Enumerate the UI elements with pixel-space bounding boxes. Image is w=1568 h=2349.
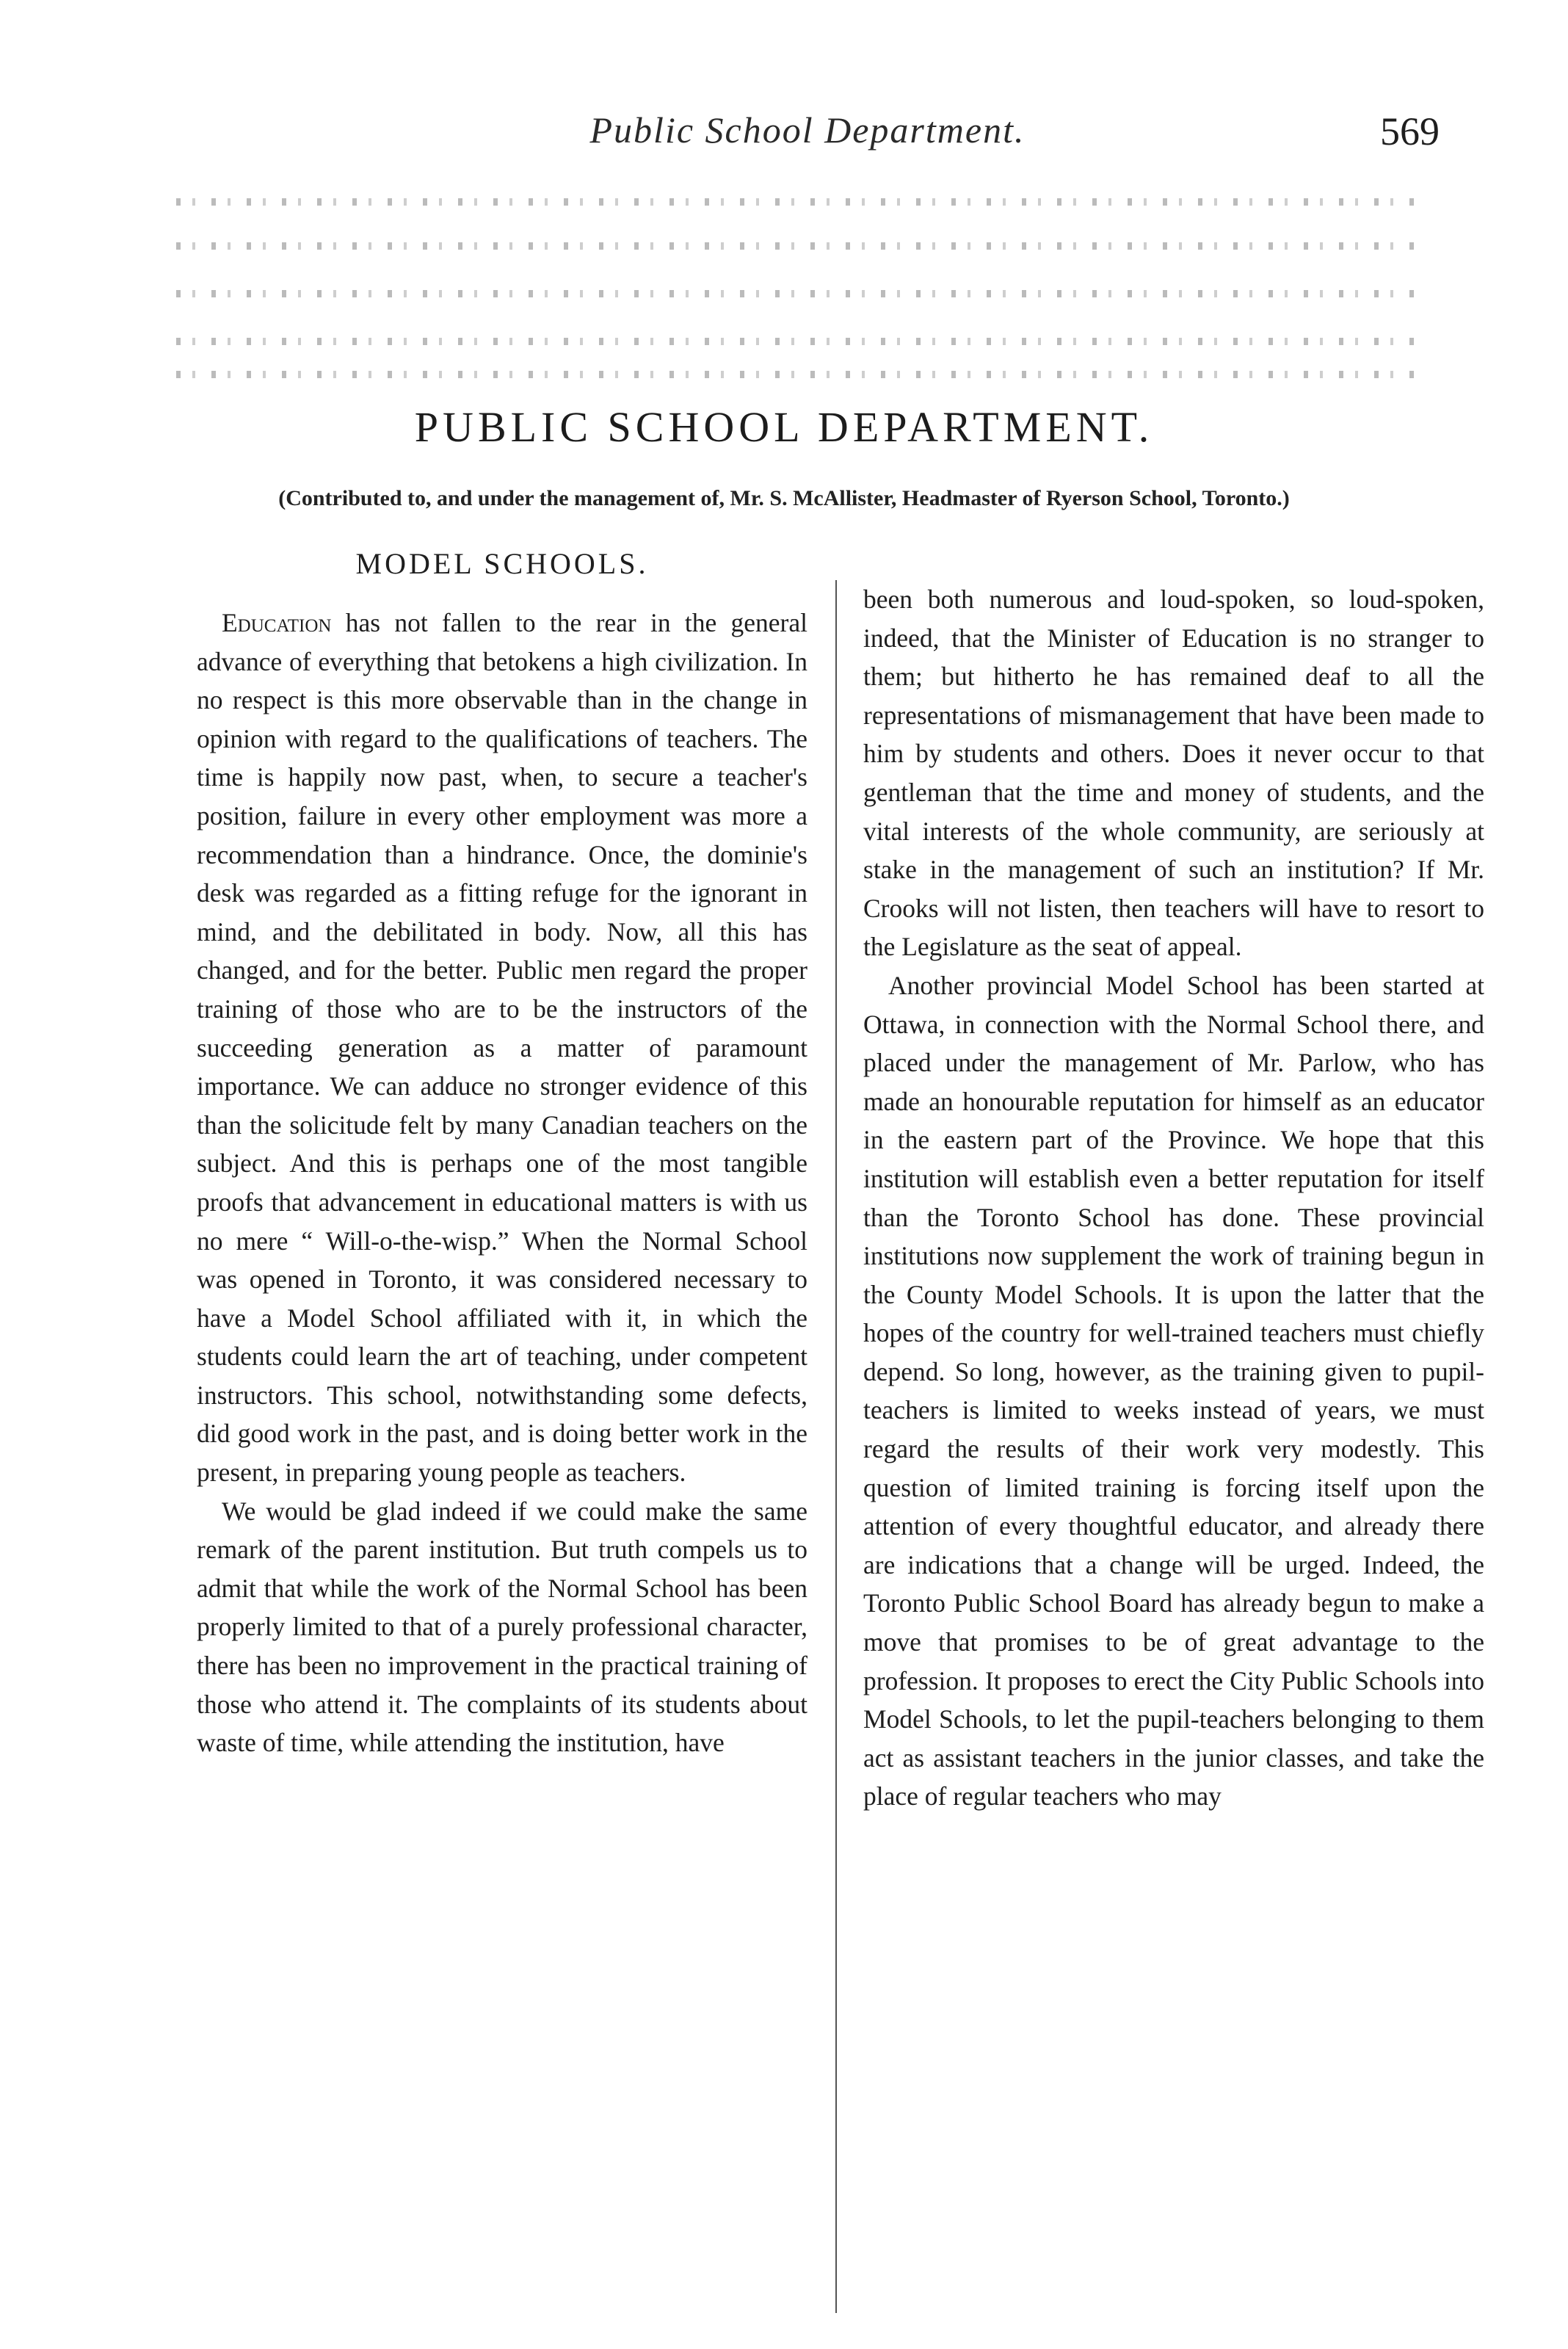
department-title: PUBLIC SCHOOL DEPARTMENT. xyxy=(414,403,1154,451)
left-column xyxy=(197,543,807,1762)
paragraph: We would be glad indeed if we could make the same remark of the parent institution. But truth compels us to admit that while the work of the Normal School has been properly limited to that of a purely professional character, there has been no improvement in the practical training of those who attend it. The complaints of its students about waste of time, while attending the institution, have xyxy=(197,1496,807,1758)
bleed-through-noise xyxy=(176,290,1424,297)
running-head: Public School Department. xyxy=(589,109,1026,151)
article-heading: MODEL SCHOOLS. xyxy=(355,547,649,580)
paragraph: Another provincial Model School has been started at Ottawa, in connection with the Normal School there, and placed under the management of Mr. Parlow, who has made an honourable reputation for himself as an educator in the eastern part of the Province. We hope that this institution will establish even a better reputation for itself than the Toronto School has done. These provincial institutions now supplement the work of training begun in the County Model Schools. It is upon the latter that the hopes of the country for well-trained teachers must chiefly depend. So long, however, as the training given to pupil-teachers is limited to weeks instead of years, we must regard the results of their work very modestly. This question of limited training is forcing itself upon the attention of every thoughtful educator, and already there are indications that a change will be urged. Indeed, the Toronto Public School Board has already begun to make a move that promises to be of great advantage to the profession. It proposes to erect the City Public Schools into Model Schools, to let the pupil-teachers belonging to them act as assistant teachers in the junior classes, and take the place of regular teachers who may xyxy=(863,970,1484,1811)
paragraph xyxy=(197,604,807,1492)
bleed-through-noise xyxy=(176,371,1424,378)
column-divider xyxy=(835,580,837,2313)
paragraph-text: has not fallen to the rear in the general advance of everything that betokens a high civilization. In no respect is this more observable than in the change in opinion with regard to the qualifications of teachers. The time is happily now past, when, to secure a teacher's position, failure in every other employment was more a recommendation than a hindrance. Once, the dominie's desk was regarded as a fitting refuge for the ignorant in mind, and the debilitated in body. Now, all this has changed, and for the better. Public men regard the proper training of those who are to be the instructors of the succeeding generation as a matter of paramount importance. We can adduce no stronger evidence of this than the solicitude felt by many Canadian teachers on the subject. And this is perhaps one of the most tangible proofs that advancement in educational matters is with us no mere “ Will-o-the-wisp.” When the Normal School was opened in Toronto, it was considered necessary to have a Model School affiliated with it, in which the students could learn the art of teaching, under competent instructors. This school, notwithstanding some defects, did good work in the past, and is doing better work in the present, in preparing young people as teachers. xyxy=(197,608,807,1488)
bleed-through-noise xyxy=(176,338,1424,345)
bleed-through-noise xyxy=(176,242,1424,250)
lead-word: Education xyxy=(222,608,332,637)
contributor-note: (Contributed to, and under the management of, Mr. S. McAllister, Headmaster of Ryerson School, Toronto.) xyxy=(278,486,1290,510)
paragraph-continuation: been both numerous and loud-spoken, so loud-spoken, indeed, that the Minister of Education is no stranger to them; but hitherto he has remained deaf to all the representations of mismanagement that have been made to him by students and others. Does it never occur to that gentleman that the time and money of students, and the vital interests of the whole community, are seriously at stake in the management of such an institution? If Mr. Crooks will not listen, then teachers will have to resort to the Legislature as the seat of appeal. xyxy=(863,584,1484,962)
right-column xyxy=(863,580,1484,1816)
bleed-through-noise xyxy=(176,198,1424,206)
page-number: 569 xyxy=(1380,109,1440,153)
